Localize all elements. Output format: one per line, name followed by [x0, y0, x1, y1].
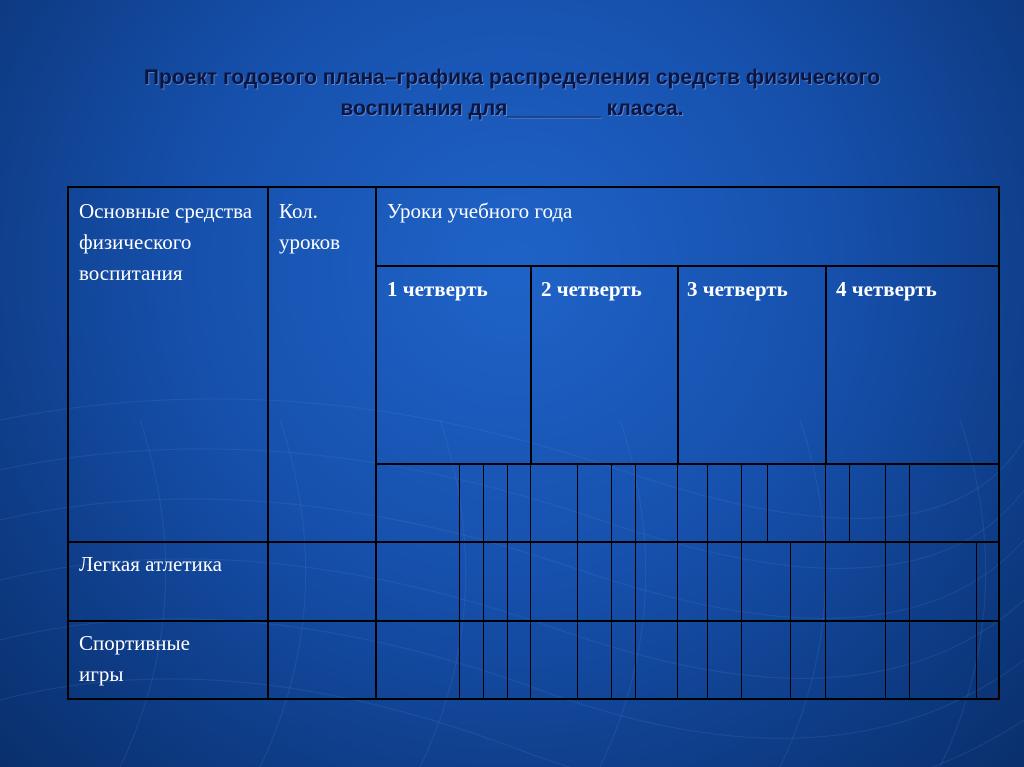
title-line-1: Проект годового плана–графика распределения средств физического [143, 66, 881, 89]
divider-quarter-header [375, 463, 998, 465]
week-col-line [530, 463, 531, 543]
week-col-line [677, 463, 678, 543]
week-col-line [885, 463, 886, 543]
week-col-line [635, 463, 636, 543]
divider-row1 [69, 620, 998, 622]
divider-group-header [375, 265, 998, 267]
row-col-line [530, 541, 531, 698]
row-col-line [459, 541, 460, 698]
row-col-line [635, 541, 636, 698]
week-col-line [483, 463, 484, 543]
quarter-4-label: 4 четверть [836, 277, 937, 301]
week-col-line [767, 463, 768, 543]
row-col-line [577, 541, 578, 698]
week-col-line [611, 463, 612, 543]
row-col-line [790, 541, 791, 698]
row-col-line [825, 541, 826, 698]
divider-header-bottom [69, 541, 998, 543]
week-col-line [507, 463, 508, 543]
week-col-line [909, 463, 910, 543]
row-col-line [507, 541, 508, 698]
quarter-2-label: 2 четверть [541, 277, 642, 301]
week-col-line [825, 463, 826, 543]
divider-q3-q4 [825, 265, 827, 465]
row-col-line [677, 541, 678, 698]
header-main-means: Основные средства физического воспитания [79, 199, 253, 285]
row-label-athletics: Легкая атлетика [79, 552, 223, 576]
quarter-3-label: 3 четверть [687, 277, 788, 301]
slide-title [40, 62, 984, 124]
divider-q1-q2 [530, 265, 532, 465]
week-col-line [577, 463, 578, 543]
row-label-sport-games: Спортивные игры [79, 631, 190, 686]
week-col-line [707, 463, 708, 543]
row-col-line [741, 541, 742, 698]
title-line-2: воспитания для________ класса. [340, 97, 684, 120]
row-col-line [611, 541, 612, 698]
row-col-line [909, 541, 910, 698]
row-col-line [483, 541, 484, 698]
week-col-line [741, 463, 742, 543]
plan-table [67, 186, 1000, 700]
quarter-1-label: 1 четверть [387, 277, 488, 301]
header-lesson-count: Кол. уроков [279, 199, 341, 254]
divider-q2-q3 [677, 265, 679, 465]
row-col-line [885, 541, 886, 698]
week-col-line [849, 463, 850, 543]
row-col-line [976, 541, 977, 698]
header-school-year-lessons: Уроки учебного года [387, 199, 573, 223]
week-col-line [459, 463, 460, 543]
row-col-line [707, 541, 708, 698]
